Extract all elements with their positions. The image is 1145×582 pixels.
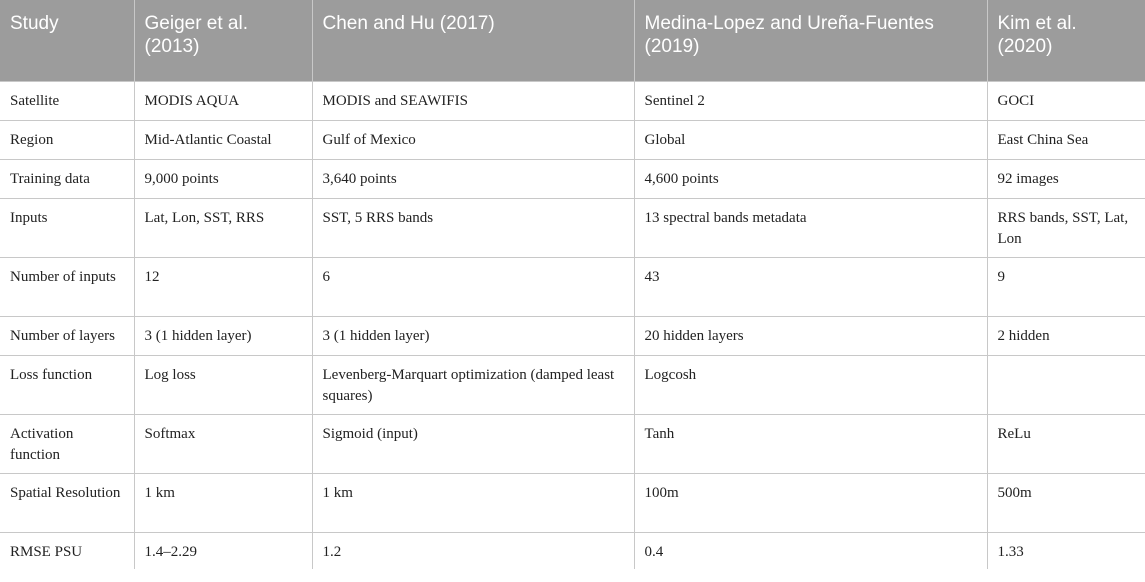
table-cell: 9 — [987, 257, 1145, 316]
header-chen-hu-2017: Chen and Hu (2017) — [312, 0, 634, 81]
table-header — [0, 0, 1145, 81]
table-cell: 43 — [634, 257, 987, 316]
header-kim-2020: Kim et al. (2020) — [987, 0, 1145, 81]
row-label: Loss function — [0, 355, 134, 414]
table-cell: 12 — [134, 257, 312, 316]
table-cell: 1.2 — [312, 532, 634, 569]
row-label: Training data — [0, 159, 134, 198]
table-cell: MODIS AQUA — [134, 81, 312, 120]
table-cell: 1.33 — [987, 532, 1145, 569]
header-row — [0, 0, 1145, 81]
table-cell: 6 — [312, 257, 634, 316]
header-geiger-2013: Geiger et al. (2013) — [134, 0, 312, 81]
table-cell: Logcosh — [634, 355, 987, 414]
table-row — [0, 414, 1145, 473]
row-label: Number of layers — [0, 316, 134, 355]
table-cell: RRS bands, SST, Lat, Lon — [987, 198, 1145, 257]
table-cell: Gulf of Mexico — [312, 120, 634, 159]
table-cell: GOCI — [987, 81, 1145, 120]
table-cell: 1 km — [312, 473, 634, 532]
row-label: Inputs — [0, 198, 134, 257]
table-cell: 2 hidden — [987, 316, 1145, 355]
table-cell: 1 km — [134, 473, 312, 532]
table-cell: East China Sea — [987, 120, 1145, 159]
table-row — [0, 473, 1145, 532]
table-cell: 100m — [634, 473, 987, 532]
table-row — [0, 355, 1145, 414]
table-row — [0, 198, 1145, 257]
table-cell: 3 (1 hidden layer) — [134, 316, 312, 355]
table-cell: Log loss — [134, 355, 312, 414]
row-label: Satellite — [0, 81, 134, 120]
table-cell: 9,000 points — [134, 159, 312, 198]
table-cell: 20 hidden layers — [634, 316, 987, 355]
row-label: RMSE PSU — [0, 532, 134, 569]
table-cell: 13 spectral bands metadata — [634, 198, 987, 257]
table-row — [0, 532, 1145, 569]
row-label: Activation function — [0, 414, 134, 473]
table-cell: Tanh — [634, 414, 987, 473]
table-cell: ReLu — [987, 414, 1145, 473]
header-medina-lopez-2019: Medina-Lopez and Ureña-Fuentes (2019) — [634, 0, 987, 81]
table-row — [0, 120, 1145, 159]
table-cell: 3 (1 hidden layer) — [312, 316, 634, 355]
table-body — [0, 81, 1145, 569]
row-label: Number of inputs — [0, 257, 134, 316]
table-row — [0, 81, 1145, 120]
table-cell: Global — [634, 120, 987, 159]
table-cell: Mid-Atlantic Coastal — [134, 120, 312, 159]
table-row — [0, 316, 1145, 355]
table-row — [0, 257, 1145, 316]
table-cell: 3,640 points — [312, 159, 634, 198]
table-cell: 0.4 — [634, 532, 987, 569]
table-cell: 92 images — [987, 159, 1145, 198]
table-cell: Levenberg-Marquart optimization (damped least squares) — [312, 355, 634, 414]
table-cell: Sigmoid (input) — [312, 414, 634, 473]
table-cell: 4,600 points — [634, 159, 987, 198]
header-study: Study — [0, 0, 134, 81]
table-cell: Softmax — [134, 414, 312, 473]
row-label: Region — [0, 120, 134, 159]
table-cell: MODIS and SEAWIFIS — [312, 81, 634, 120]
row-label: Spatial Resolution — [0, 473, 134, 532]
table-cell: Lat, Lon, SST, RRS — [134, 198, 312, 257]
table-cell: 1.4–2.29 — [134, 532, 312, 569]
table-row — [0, 159, 1145, 198]
table-cell: 500m — [987, 473, 1145, 532]
table-cell: SST, 5 RRS bands — [312, 198, 634, 257]
table-cell — [987, 355, 1145, 414]
table-cell: Sentinel 2 — [634, 81, 987, 120]
